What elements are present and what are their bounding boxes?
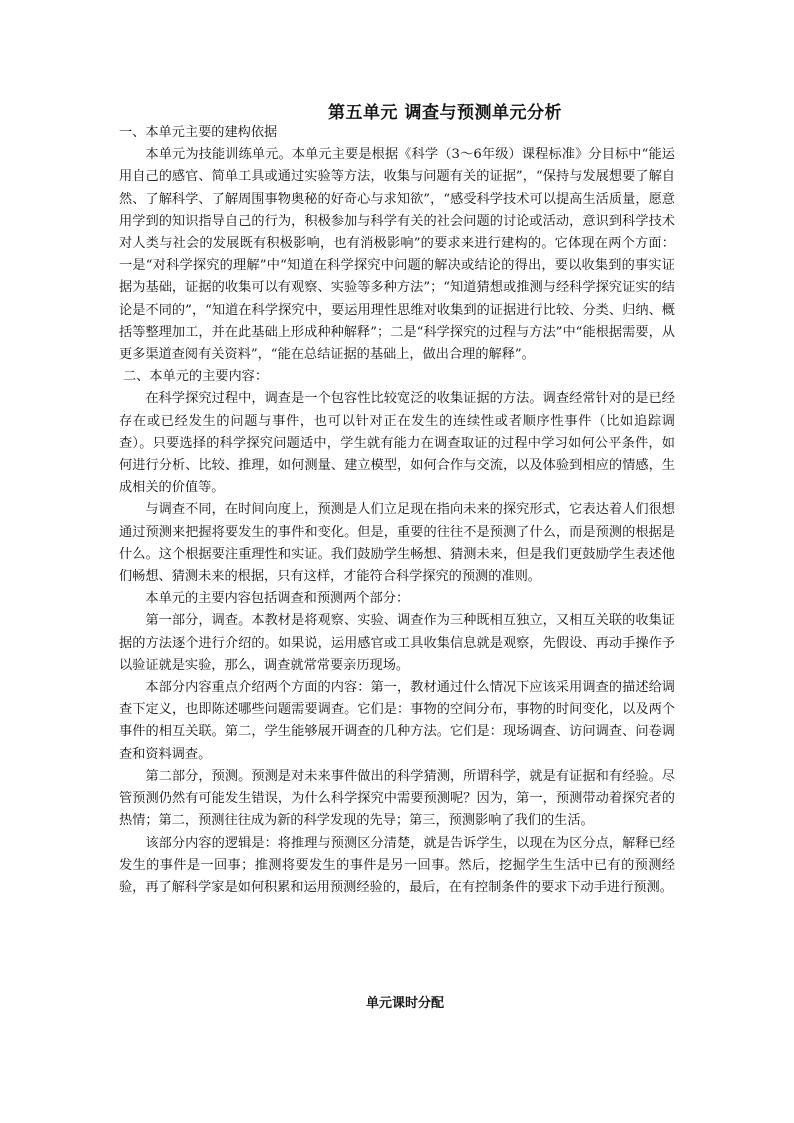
document-title: 第五单元 调查与预测单元分析 — [328, 103, 562, 123]
document-body — [119, 122, 675, 899]
section-2-paragraph-4: 第一部分，调查。本教材是将观察、实验、调查作为三种既相互独立，又相互关联的收集证据的方法逐个进行介绍的。如果说，运用感官或工具收集信息就是观察，先假设、再动手操作予以验证就是实验，那么，调查就常常要亲历现场。 — [119, 613, 675, 673]
section-2-paragraph-3: 本单元的主要内容包括调查和预测两个部分： — [145, 591, 410, 607]
section-heading-1: 一、本单元主要的建构依据 — [119, 125, 278, 140]
section-2-paragraph-6: 第二部分，预测。预测是对未来事件做出的科学猜测，所谓科学，就是有证据和有经验。尽管预测仍然有可能发生错误，为什么科学探究中需要预测呢？因为，第一，预测带动着探究者的热情；第二，预测往往成为新的科学发现的先导；第三，预测影响了我们的生活。 — [119, 768, 675, 829]
section-2-paragraph-5: 本部分内容重点介绍两个方面的内容：第一，教材通过什么情况下应该采用调查的描述给调查下定义，也即陈述哪些问题需要调查。它们是：事物的空间分布，事物的时间变化，以及两个事件的相互关联。第二，学生能够展开调查的几种方法。它们是：现场调查、访问调查、问卷调查和资料调查。 — [119, 680, 675, 762]
section-2-paragraph-2: 与调查不同，在时间向度上，预测是人们立足现在指向未来的探究形式，它表达着人们很想通过预测来把握将要发生的事件和变化。但是，重要的往往不是预测了什么，而是预测的根据是什么。这个根据要注重理性和实证。我们鼓励学生畅想、猜测未来，但是我们更鼓励学生表述他们畅想、猜测未来的根据，只有这样，才能符合科学探究的预测的准则。 — [119, 502, 675, 585]
section-footer-title: 单元课时分配 — [365, 996, 444, 1011]
section-2-paragraph-7: 该部分内容的逻辑是：将推理与预测区分清楚，就是告诉学生，以现在为区分点，解释已经发生的事件是一回事；推测将要发生的事件是另一回事。然后，挖掘学生生活中已有的预测经验，再了解科学家是如何积累和运用预测经验的，最后，在有控制条件的要求下动手进行预测。 — [119, 835, 675, 895]
section-heading-2: 二、本单元的主要内容： — [123, 369, 269, 385]
section-1-paragraph: 本单元为技能训练单元。本单元主要是根据《科学（3～6年级）课程标准》分目标中“能运用自己的感官、简单工具或通过实验等方法，收集与问题有关的证据”，“保持与发展想要了解自然、了解科学、了解周围事物奥秘的好奇心与求知欲”，“感受科学技术可以提高生活质量，愿意用学到的知识指导自己的行为，积极参加与科学有关的社会问题的讨论或活动，意识到科学技术对人类与社会的发展既有积极影响，也有消极影响”的要求来进行建构的。它体现在两个方面：一是“对科学探究的理解”中“知道在科学探究中问题的解决或结论的得出，要以收集到的事实证据为基础，证据的收集可以有观察、实验等多种方法”；“知道猜想或推测与经科学探究证实的结论是不同的”，“知道在科学探究中，要运用理性思维对收集到的证据进行比较、分类、归纳、概括等整理加工，并在此基础上形成种种解释”；二是“科学探究的过程与方法”中“能根据需要，从更多渠道查阅有关资料”，“能在总结证据的基础上，做出合理的解释”。 — [119, 147, 675, 363]
section-2-paragraph-1: 在科学探究过程中，调查是一个包容性比较宽泛的收集证据的方法。调查经常针对的是已经存在或已经发生的问题与事件，也可以针对正在发生的连续性或者顺序性事件（比如追踪调查）。只要选择的科学探究问题适中，学生就有能力在调查取证的过程中学习如何公平条件，如何进行分析、比较、推理，如何测量、建立模型，如何合作与交流，以及体验到相应的情感，生成相关的价值等。 — [119, 391, 675, 496]
